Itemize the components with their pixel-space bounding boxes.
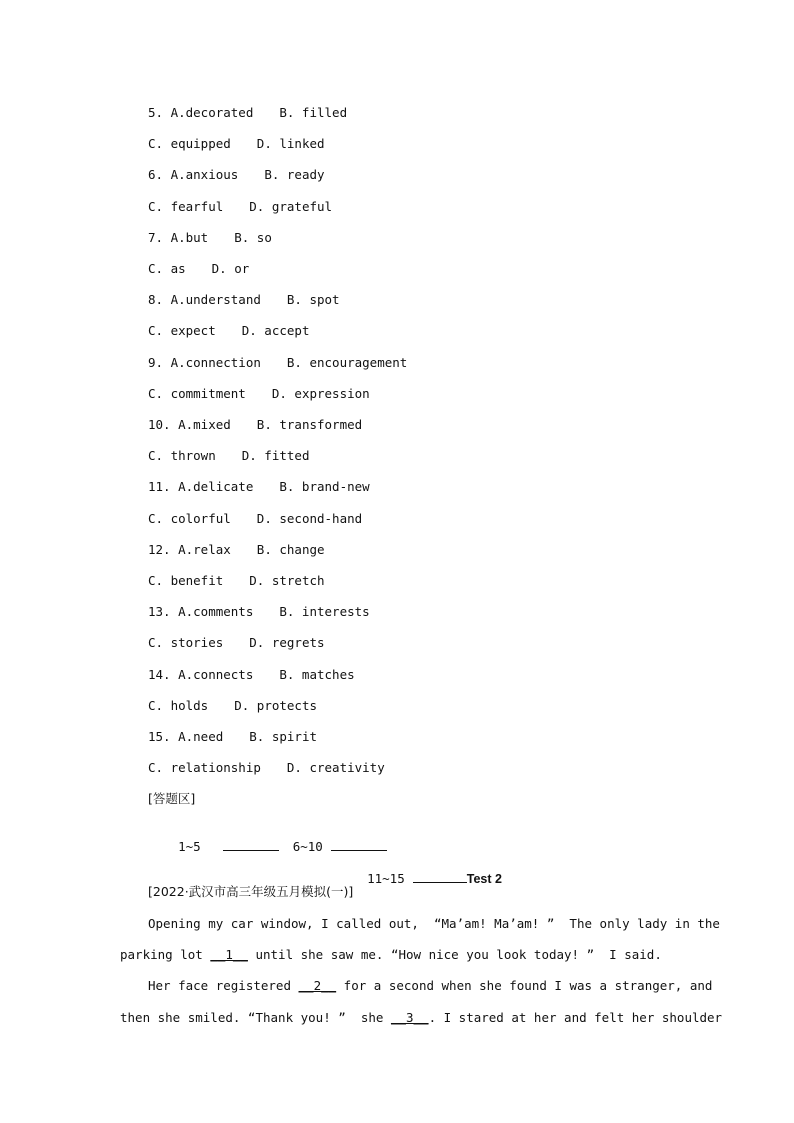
range-6-10: 6~10: [292, 839, 323, 854]
option-text: C. commitment: [148, 386, 246, 401]
passage-text: then she smiled. “Thank you! ” she: [120, 1010, 391, 1025]
option-row: [148, 167, 325, 183]
option-text: C. thrown: [148, 448, 216, 463]
option-text: C. stories: [148, 635, 224, 650]
option-text: D. grateful: [249, 199, 333, 214]
option-text: D. protects: [234, 698, 318, 713]
option-text: 7. A.but: [148, 230, 209, 245]
option-text: C. equipped: [148, 136, 231, 151]
passage-text: Her face registered: [148, 978, 299, 993]
option-text: D. or: [211, 261, 250, 276]
option-text: B. so: [234, 230, 272, 245]
option-text: 11. A.delicate: [148, 479, 254, 494]
option-text: D. fitted: [241, 448, 310, 463]
answer-blank-6-10[interactable]: [331, 838, 387, 851]
blank-2: __2__: [298, 978, 337, 993]
option-text: D. second-hand: [256, 511, 363, 526]
option-row: [148, 698, 317, 714]
option-row: [148, 136, 325, 152]
option-text: 9. A.connection: [148, 355, 261, 370]
option-text: C. benefit: [148, 573, 224, 588]
passage-text: . I stared at her and felt her shoulder: [428, 1010, 723, 1025]
blank-1: __1__: [210, 947, 248, 962]
option-row: [148, 635, 325, 651]
option-text: 5. A.decorated: [148, 105, 254, 120]
option-text: D. regrets: [249, 635, 325, 650]
option-row: [148, 386, 370, 402]
option-text: B. filled: [279, 105, 348, 120]
option-row: [148, 105, 347, 121]
option-text: D. stretch: [249, 573, 325, 588]
option-text: 13. A.comments: [148, 604, 254, 619]
option-text: D. linked: [256, 136, 325, 151]
option-text: B. encouragement: [286, 355, 408, 370]
option-text: C. expect: [148, 323, 216, 338]
option-text: B. spot: [286, 292, 340, 307]
option-text: 10. A.mixed: [148, 417, 231, 432]
option-text: B. interests: [279, 604, 370, 619]
range-1-5: 1~5: [178, 839, 201, 854]
answer-blank-11-15[interactable]: [413, 870, 467, 883]
answer-area-label: [答题区]: [148, 791, 196, 806]
option-text: D. expression: [271, 386, 370, 401]
option-text: 6. A.anxious: [148, 167, 239, 182]
option-text: C. as: [148, 261, 186, 276]
blank-3: __3__: [390, 1010, 429, 1025]
option-text: D. accept: [241, 323, 310, 338]
option-text: B. brand-new: [279, 479, 370, 494]
option-row: [148, 760, 385, 776]
option-text: B. ready: [264, 167, 325, 182]
option-row: [148, 323, 309, 339]
option-row: [148, 511, 362, 527]
option-row: [148, 604, 370, 620]
option-row: [148, 542, 325, 558]
option-text: B. change: [256, 542, 325, 557]
passage-line-4: [120, 1010, 723, 1026]
option-row: [148, 573, 325, 589]
option-text: 15. A.need: [148, 729, 224, 744]
option-text: B. spirit: [249, 729, 317, 744]
test-heading: Test 2: [466, 872, 502, 886]
source-label: [2022·武汉市高三年级五月模拟(一)]: [148, 884, 354, 899]
option-text: B. transformed: [256, 417, 363, 432]
option-row: [148, 292, 340, 308]
option-row: [148, 448, 309, 464]
passage-line-3: [148, 978, 712, 994]
option-row: [148, 230, 272, 246]
answer-blank-1-5[interactable]: [223, 838, 279, 851]
option-text: D. creativity: [286, 760, 385, 775]
option-text: 8. A.understand: [148, 292, 261, 307]
passage-text: parking lot: [120, 947, 211, 962]
option-row: [148, 729, 317, 745]
option-text: B. matches: [279, 667, 355, 682]
option-row: [148, 355, 407, 371]
option-row: [148, 479, 370, 495]
passage-text: for a second when she found I was a stranger, and: [336, 978, 713, 993]
option-row: [148, 199, 332, 215]
option-row: [148, 417, 362, 433]
passage-text: until she saw me. “How nice you look today! ” I said.: [247, 947, 662, 962]
answer-row-2: [337, 854, 502, 903]
option-text: 12. A.relax: [148, 542, 231, 557]
option-text: C. fearful: [148, 199, 224, 214]
option-text: C. relationship: [148, 760, 261, 775]
passage-line-2: [120, 947, 676, 963]
range-11-15: 11~15: [367, 871, 405, 886]
option-text: C. holds: [148, 698, 209, 713]
option-row: [148, 667, 355, 683]
passage-line-1: Opening my car window, I called out, “Ma’am! Ma’am! ” The only lady in the: [148, 916, 720, 931]
option-row: [148, 261, 249, 277]
option-text: C. colorful: [148, 511, 231, 526]
option-text: 14. A.connects: [148, 667, 254, 682]
